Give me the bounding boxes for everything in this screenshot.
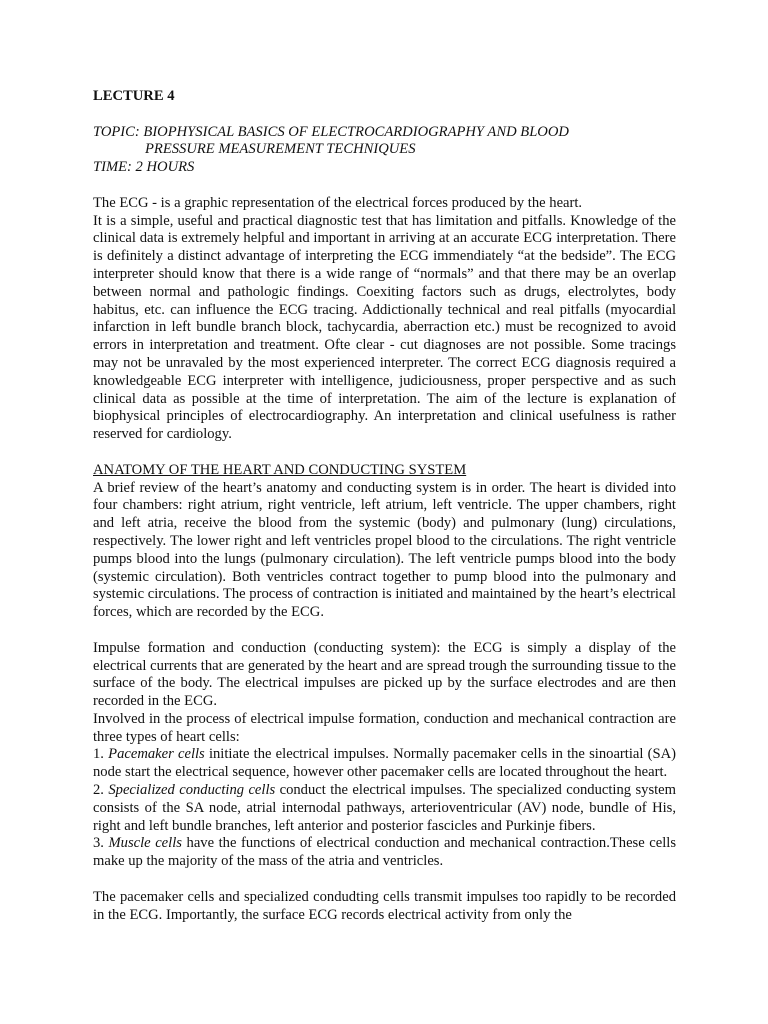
item-term: Specialized conducting cells [108, 782, 276, 799]
topic-time: TIME: 2 HOURS [93, 159, 195, 176]
item-text: have the functions of electrical conduction and mechanical contraction.These cells make up the majority of the mass of the atria and ventricles. [93, 835, 677, 870]
impulse-paragraph-3: The pacemaker cells and specialized condudting cells transmit impulses too rapidly to be recorded in the ECG. Importantly, the surface ECG records electrical activity from only the [93, 888, 676, 923]
cell-type-item-2 [93, 782, 676, 835]
item-term: Muscle cells [108, 835, 182, 852]
spacer [93, 444, 676, 462]
spacer [93, 871, 676, 889]
anatomy-heading: ANATOMY OF THE HEART AND CONDUCTING SYSTEM [93, 461, 467, 478]
item-number: 2. [93, 782, 104, 799]
lecture-title: LECTURE 4 [93, 88, 175, 104]
item-text: conduct the electrical impulses. The specialized conducting system consists of the SA node, atrial internodal pathways, arterioventricular (AV) node, bundle of His, right and left bundle branches, left anterior and posterior fascicles and Purkinje fibers. [93, 782, 677, 834]
ecg-definition: The ECG - is a graphic representation of the electrical forces produced by the heart. [93, 194, 583, 211]
cell-type-item-1 [93, 746, 676, 782]
item-text: initiate the electrical impulses. Normally pacemaker cells in the sinoartial (SA) node start the electrical sequence, however other pacemaker cells are located throughout the heart. [93, 746, 676, 781]
cell-type-item-3 [93, 835, 676, 871]
impulse-paragraph-1: Impulse formation and conduction (conducting system): the ECG is simply a display of the electrical currents that are generated by the heart and are spread trough the surrounding tissue to the surface of the body. The electrical impulses are picked up by the surface electrodes and are then recorded in the ECG. [93, 639, 676, 710]
item-number: 1. [93, 746, 104, 763]
impulse-paragraph-2: Involved in the process of electrical impulse formation, conduction and mechanical contraction are three types of heart cells: [93, 710, 676, 745]
item-number: 3. [93, 835, 104, 852]
topic-line-1: TOPIC: BIOPHYSICAL BASICS OF ELECTROCARDIOGRAPHY AND BLOOD [93, 123, 569, 140]
intro-paragraph: It is a simple, useful and practical diagnostic test that has limitation and pitfalls. Knowledge of the clinical data is extremely helpful and important in arriving at an accurate ECG interpretation. There is definitely a distinct advantage of interpreting the ECG immendiately “at the bedside”. The ECG interpreter should know that there is a wide range of “normals” and that there may be an overlap between normal and pathologic findings. Coexiting factors such as drugs, electrolytes, body habitus, etc. can influence the ECG tracing. Addictionally technical and real pitfalls (myocardial infarction in left bundle branch block, tachycardia, aberraction etc.) must be recognized to avoid errors in interpretation and treatment. Ofte clear - cut diagnoses are not possible. Some tracings may not be unravaled by the most experienced interpreter. The correct ECG diagnosis required a knowledgeable ECG interpreter with intelligence, judiciousness, proper perspective and as such clinical data as possible at the time of interpretation. The aim of the lecture is explanation of biophysical principles of electrocardiography. An interpretation and clinical usefulness is rather reserved for cardiology. [93, 212, 676, 443]
anatomy-paragraph: A brief review of the heart’s anatomy and conducting system is in order. The heart is divided into four chambers: right atrium, right ventricle, left atrium, left ventricle. The upper chambers, right and left atria, receive the blood from the systemic (body) and pulmonary (lung) circulations, respectively. The lower right and left ventricles propel blood to the circulations. The right ventricle pumps blood into the lungs (pulmonary circulation). The left ventricle pumps blood into the body (systemic circulation). Both ventricles contract together to pump blood into the pulmonary and systemic circulations. The process of contraction is initiated and maintained by the heart’s electrical forces, which are recorded by the ECG. [93, 479, 676, 621]
document-page [93, 88, 676, 924]
spacer [93, 106, 676, 124]
item-term: Pacemaker cells [108, 746, 205, 763]
topic-line-2: PRESSURE MEASUREMENT TECHNIQUES [145, 141, 416, 158]
spacer [93, 177, 676, 195]
spacer [93, 622, 676, 640]
